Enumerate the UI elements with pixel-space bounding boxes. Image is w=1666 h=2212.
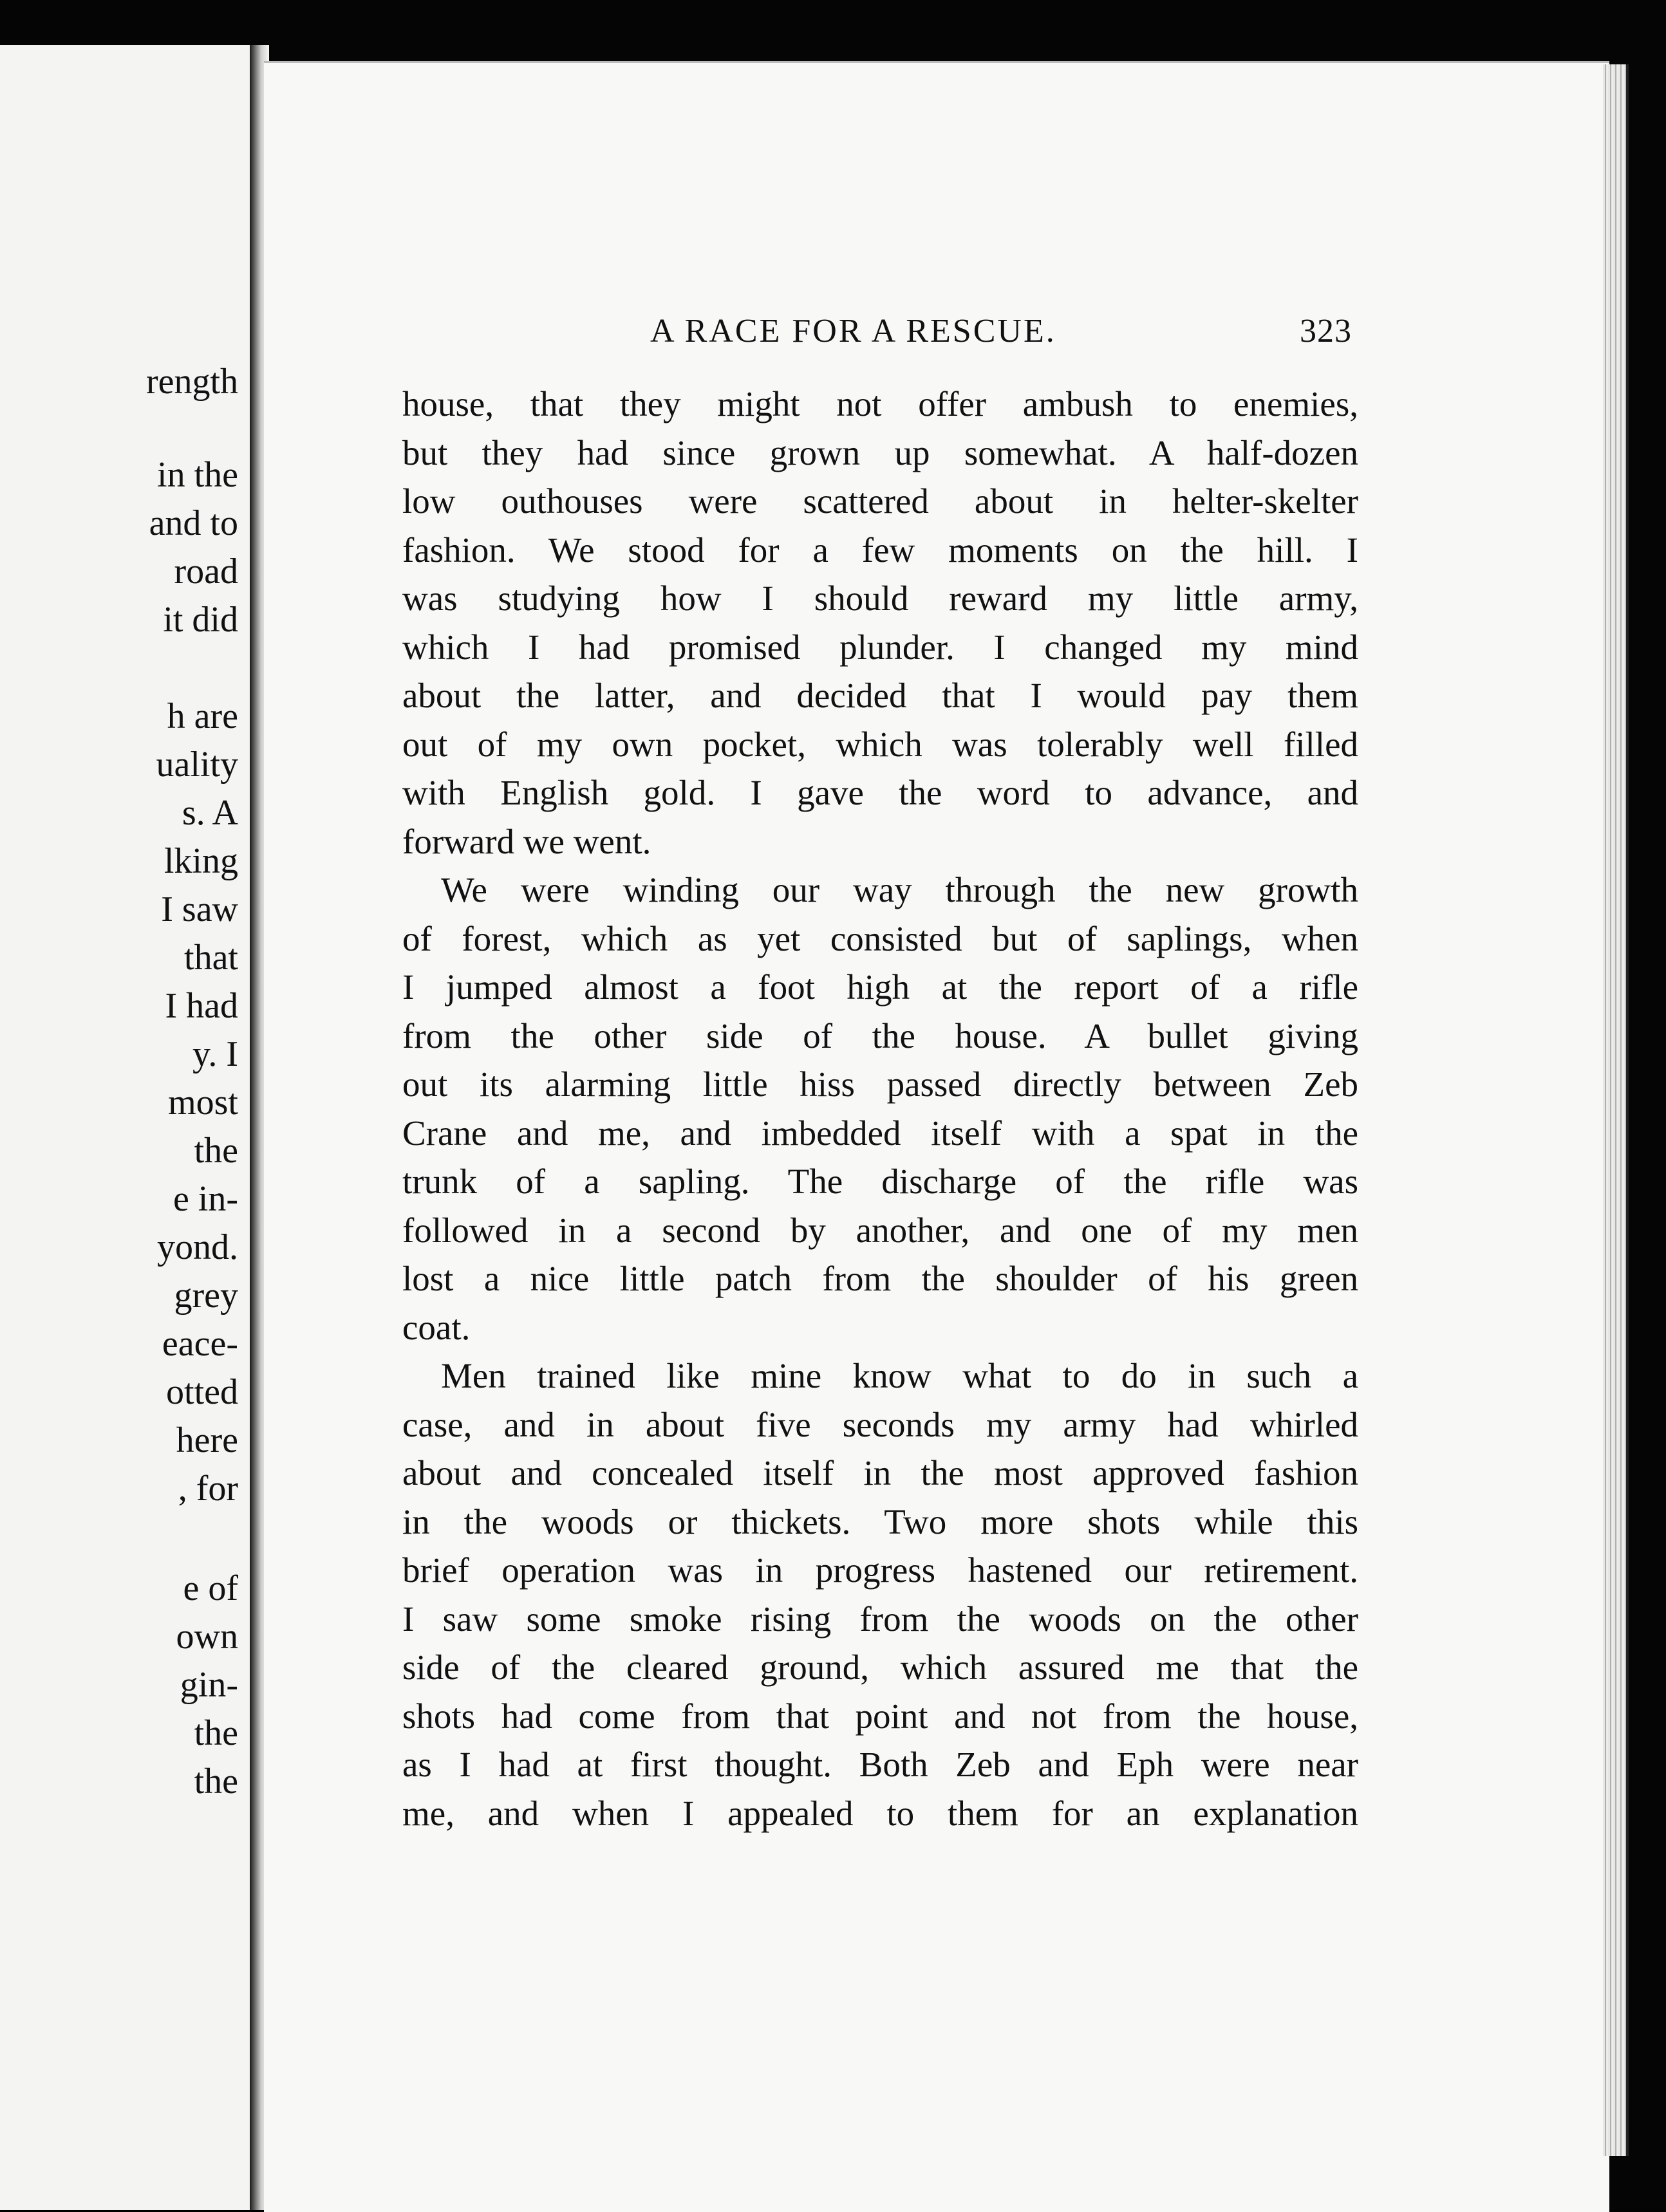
text-line: case, and in about five seconds my army had whirled bbox=[402, 1404, 1358, 1444]
previous-page-line: , for bbox=[178, 1469, 238, 1509]
text-line: lost a nice little patch from the shoulder of his green bbox=[402, 1259, 1358, 1298]
previous-page-line: I saw bbox=[161, 889, 238, 929]
text-line: I saw some smoke rising from the woods on the other bbox=[402, 1599, 1358, 1639]
previous-page-line: gin- bbox=[180, 1665, 238, 1705]
text-line: side of the cleared ground, which assured me that the bbox=[402, 1648, 1358, 1687]
previous-page-line: rength bbox=[145, 362, 238, 402]
previous-page-line: s. A bbox=[182, 793, 238, 833]
previous-page-line: h are bbox=[167, 696, 238, 736]
text-line: was studying how I should reward my little army, bbox=[402, 579, 1358, 618]
body-text bbox=[402, 380, 1358, 1837]
text-line: with English gold. I gave the word to advance, and bbox=[402, 773, 1358, 812]
previous-page-line: the bbox=[194, 1713, 238, 1753]
previous-page-line: that bbox=[184, 938, 238, 978]
previous-page-line: uality bbox=[156, 745, 238, 785]
text-line: of forest, which as yet consisted but of saplings, when bbox=[402, 918, 1358, 958]
page-edges bbox=[1603, 64, 1629, 2156]
text-line: about and concealed itself in the most approved fashion bbox=[402, 1453, 1358, 1492]
text-line: fashion. We stood for a few moments on the hill. I bbox=[402, 530, 1358, 570]
text-line: Men trained like mine know what to do in such a bbox=[441, 1356, 1358, 1395]
previous-page-line: own bbox=[176, 1617, 238, 1657]
page-header bbox=[650, 312, 1352, 357]
previous-page-line: the bbox=[194, 1761, 238, 1801]
text-line: me, and when I appealed to them for an explanation bbox=[402, 1793, 1358, 1833]
previous-page-line: e in- bbox=[173, 1179, 238, 1219]
text-line: which I had promised plunder. I changed my mind bbox=[402, 627, 1358, 667]
previous-page-line: otted bbox=[166, 1372, 238, 1412]
text-line: as I had at first thought. Both Zeb and Eph were near bbox=[402, 1745, 1358, 1784]
previous-page-fragment bbox=[0, 45, 254, 2210]
text-line: out of my own pocket, which was tolerably well filled bbox=[402, 724, 1358, 764]
previous-page-line: yond. bbox=[157, 1227, 238, 1267]
previous-page-line: and to bbox=[149, 503, 238, 543]
running-title: A RACE FOR A RESCUE. bbox=[650, 313, 1056, 349]
text-line: house, that they might not offer ambush to enemies, bbox=[402, 384, 1358, 423]
previous-page-line: in the bbox=[157, 455, 238, 495]
previous-page-line: the bbox=[194, 1131, 238, 1171]
text-line: in the woods or thickets. Two more shots while this bbox=[402, 1501, 1358, 1541]
previous-page-line: lking bbox=[164, 841, 238, 881]
text-line: brief operation was in progress hastened our retirement. bbox=[402, 1550, 1358, 1590]
previous-page-line: it did bbox=[163, 600, 238, 640]
text-line: We were winding our way through the new growth bbox=[441, 870, 1358, 909]
text-line: I jumped almost a foot high at the report of a rifle bbox=[402, 967, 1358, 1007]
text-line: coat. bbox=[402, 1307, 471, 1347]
text-line: Crane and me, and imbedded itself with a spat in the bbox=[402, 1113, 1358, 1153]
previous-page-line: I had bbox=[165, 986, 238, 1026]
previous-page-line: e of bbox=[183, 1568, 238, 1608]
previous-page-line: grey bbox=[174, 1276, 238, 1315]
text-line: followed in a second by another, and one of my men bbox=[402, 1210, 1358, 1250]
text-line: about the latter, and decided that I would pay them bbox=[402, 676, 1358, 715]
page-number: 323 bbox=[1300, 313, 1352, 349]
text-line: forward we went. bbox=[402, 821, 651, 861]
previous-page-line: eace- bbox=[162, 1324, 238, 1364]
previous-page-line: here bbox=[176, 1420, 238, 1460]
previous-page-line: y. I bbox=[192, 1034, 238, 1074]
previous-page-line: most bbox=[168, 1083, 238, 1122]
text-line: but they had since grown up somewhat. A half-dozen bbox=[402, 432, 1358, 472]
text-line: trunk of a sapling. The discharge of the rifle was bbox=[402, 1162, 1358, 1201]
previous-page-line: road bbox=[174, 552, 238, 591]
text-line: out its alarming little hiss passed directly between Zeb bbox=[402, 1064, 1358, 1104]
text-line: shots had come from that point and not from the house, bbox=[402, 1696, 1358, 1736]
text-line: from the other side of the house. A bullet giving bbox=[402, 1016, 1358, 1055]
text-line: low outhouses were scattered about in helter-skelter bbox=[402, 481, 1358, 521]
